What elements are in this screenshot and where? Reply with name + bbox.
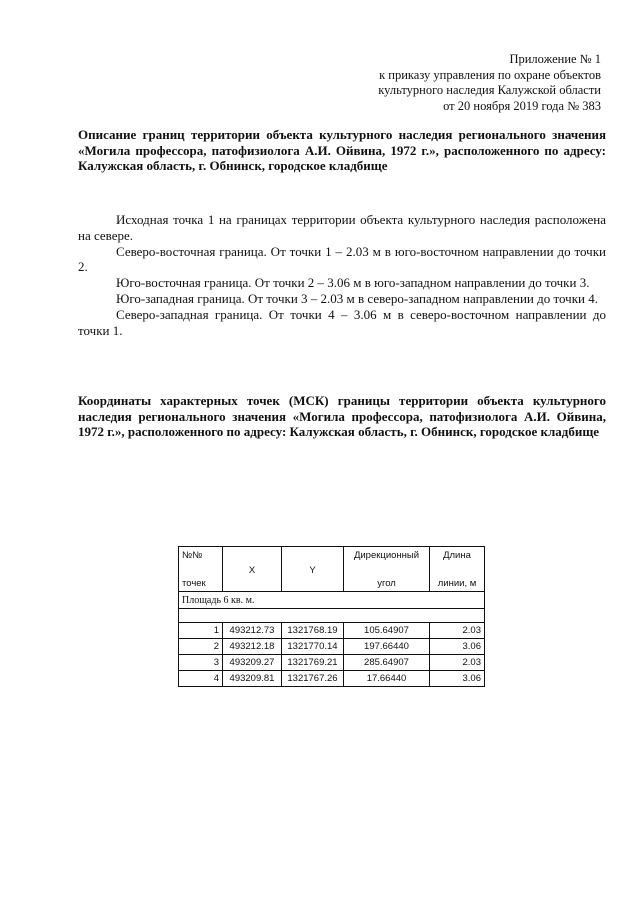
coordinates-table xyxy=(178,546,485,687)
coord-y: 1321770.14 xyxy=(282,639,344,655)
point-number: 4 xyxy=(179,671,223,687)
line-length: 2.03 xyxy=(430,623,485,639)
coord-x: 493209.81 xyxy=(223,671,282,687)
area-row xyxy=(179,592,485,609)
table-row xyxy=(179,623,485,639)
description-paragraph: Юго-западная граница. От точки 3 – 2.03 м в северо-западном направлении до точки 4. xyxy=(116,291,598,306)
description-paragraph: Юго-восточная граница. От точки 2 – 3.06 м в юго-западном направлении до точки 3. xyxy=(116,275,590,290)
table-row xyxy=(179,655,485,671)
appendix-number: Приложение № 1 xyxy=(509,52,601,66)
direction-angle: 197.66440 xyxy=(344,639,430,655)
coord-y: 1321767.26 xyxy=(282,671,344,687)
point-number: 2 xyxy=(179,639,223,655)
point-number: 3 xyxy=(179,655,223,671)
column-header-line-length: Длина линии, м xyxy=(430,547,485,592)
direction-angle: 105.64907 xyxy=(344,623,430,639)
appendix-header xyxy=(378,52,601,114)
direction-angle: 17.66440 xyxy=(344,671,430,687)
coord-x: 493212.73 xyxy=(223,623,282,639)
column-header-y: Y xyxy=(282,547,344,592)
order-reference: к приказу управления по охране объектов xyxy=(379,67,601,82)
area-label: Площадь 6 кв. м. xyxy=(179,592,485,609)
table-row xyxy=(179,671,485,687)
coord-x: 493212.18 xyxy=(223,639,282,655)
coord-x: 493209.27 xyxy=(223,655,282,671)
boundary-description xyxy=(78,212,606,339)
line-length: 3.06 xyxy=(430,671,485,687)
order-authority: культурного наследия Калужской области xyxy=(378,83,601,97)
description-paragraph: Северо-западная граница. От точки 4 – 3.06 м в северо-восточном направлении до точки 1. xyxy=(78,307,606,338)
column-header-number: №№ точек xyxy=(179,547,223,592)
line-length: 2.03 xyxy=(430,655,485,671)
point-number: 1 xyxy=(179,623,223,639)
boundary-description-title: Описание границ территории объекта культурного наследия регионального значения «Могила профессора, патофизиолога А.И. Ойвина, 1972 г.», расположенного по адресу: Калужская область, г. Обнинск, городское кладбище xyxy=(78,127,606,173)
column-header-x: X xyxy=(223,547,282,592)
coordinates-title: Координаты характерных точек (МСК) границы территории объекта культурного наследия регионального значения «Могила профессора, патофизиолога А.И. Ойвина, 1972 г.», расположенного по адресу: Калужская область, г. Обнинск, городское кладбище xyxy=(78,393,606,439)
line-length: 3.06 xyxy=(430,639,485,655)
description-paragraph: Исходная точка 1 на границах территории объекта культурного наследия расположена на севере. xyxy=(78,212,606,243)
direction-angle: 285.64907 xyxy=(344,655,430,671)
coord-y: 1321769.21 xyxy=(282,655,344,671)
description-paragraph: Северо-восточная граница. От точки 1 – 2.03 м в юго-восточном направлении до точки 2. xyxy=(78,243,606,274)
table-spacer-row xyxy=(179,609,485,623)
column-header-direction-angle: Дирекционный угол xyxy=(344,547,430,592)
table-header-row xyxy=(179,547,485,592)
table-row xyxy=(179,639,485,655)
coord-y: 1321768.19 xyxy=(282,623,344,639)
order-date: от 20 ноября 2019 года № 383 xyxy=(443,98,601,113)
